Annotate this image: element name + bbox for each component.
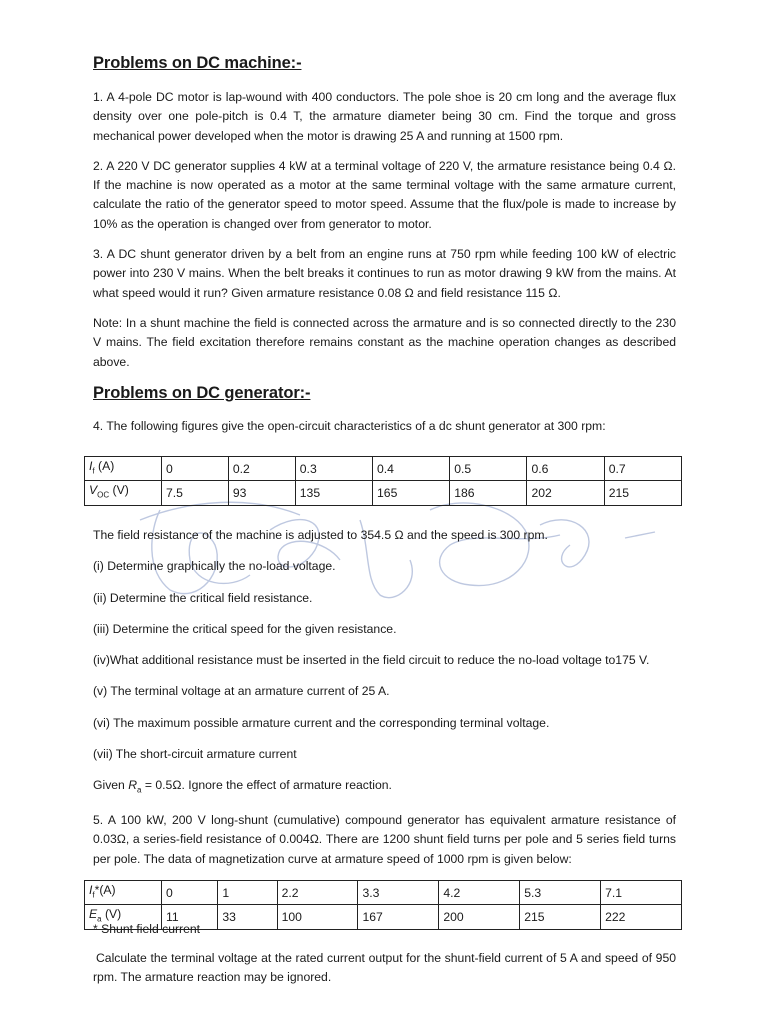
table-cell: 4.2 xyxy=(439,881,520,905)
table-cell: 186 xyxy=(450,481,527,505)
problem-2: 2. A 220 V DC generator supplies 4 kW at a terminal voltage of 220 V, the armature resistance being 0.4 Ω. If the machine is now operated as a motor at the same terminal voltage with the same armature current, calculate the ratio of the generator speed to motor speed. Assume that the flux/pole is made to increase by 10% as the operation is changed over from generator to motor. xyxy=(93,158,676,231)
problem-4-part-v: (v) The terminal voltage at an armature current of 25 A. xyxy=(93,684,390,699)
table-cell: 0.6 xyxy=(527,457,604,481)
table-cell: 11 xyxy=(162,905,218,929)
problem-1: 1. A 4-pole DC motor is lap-wound with 400 conductors. The pole shoe is 20 cm long and the average flux density over one pole-pitch is 0.4 T, the armature diameter being 30 cm. Find the torque and gross mechanical power developed when the motor is drawing 25 A and running at 1500 rpm. xyxy=(93,90,676,143)
table-cell: 215 xyxy=(604,481,681,505)
table-cell: 7.1 xyxy=(601,881,682,905)
table-cell: 7.5 xyxy=(162,481,229,505)
table-cell: 202 xyxy=(527,481,604,505)
table-footnote: * Shunt field current xyxy=(93,922,201,936)
problem-4-part-vii: (vii) The short-circuit armature current xyxy=(93,747,297,762)
table-cell: 100 xyxy=(277,905,358,929)
table-cell: 1 xyxy=(218,881,277,905)
table-cell: 33 xyxy=(218,905,277,929)
table-cell: 167 xyxy=(358,905,439,929)
problem-4-body xyxy=(93,526,676,869)
table-row xyxy=(85,481,682,505)
table-cell: 2.2 xyxy=(277,881,358,905)
table-cell: 3.3 xyxy=(358,881,439,905)
section-heading-dc-machine: Problems on DC machine:- xyxy=(93,54,302,72)
problem-5-intro: 5. A 100 kW, 200 V long-shunt (cumulative) compound generator has equivalent armature resistance of 0.03Ω, a series-field resistance of 0.004Ω. There are 1200 shunt field turns per pole and 5 series field turns per pole. The data of magnetization curve at armature speed of 1000 rpm is given below: xyxy=(93,813,676,866)
table-cell: 5.3 xyxy=(520,881,601,905)
table-cell: 165 xyxy=(373,481,450,505)
problem-4-intro: 4. The following figures give the open-circuit characteristics of a dc shunt generator at 300 rpm: xyxy=(93,418,606,433)
problem-4-part-ii: (ii) Determine the critical field resistance. xyxy=(93,590,313,605)
problem-3: 3. A DC shunt generator driven by a belt from an engine runs at 750 rpm while feeding 100 kW of electric power into 230 V mains. When the belt breaks it continues to run as motor drawing 9 kW from the mains. At what speed would it run? Given armature resistance 0.08 Ω and field resistance 115 Ω. xyxy=(93,247,676,300)
problem-3-note: Note: In a shunt machine the field is connected across the armature and is so connected directly to the 230 V mains. The field excitation therefore remains constant as the machine operation changes as described above. xyxy=(93,315,676,369)
problem-4-part-iii: (iii) Determine the critical speed for the given resistance. xyxy=(93,621,397,636)
table-cell: 215 xyxy=(520,905,601,929)
table-cell: 93 xyxy=(228,481,295,505)
table-cell: 0.3 xyxy=(295,457,372,481)
problem-4-part-i: (i) Determine graphically the no-load voltage. xyxy=(93,559,336,574)
table-cell: 0 xyxy=(162,457,229,481)
table-cell: 0.4 xyxy=(373,457,450,481)
table-cell: 200 xyxy=(439,905,520,929)
table-cell: 0 xyxy=(162,881,218,905)
table-cell: 0.2 xyxy=(228,457,295,481)
problem-5-question: Calculate the terminal voltage at the rated current output for the shunt-field current of 5 A and speed of 950 rpm. The armature reaction may be ignored. xyxy=(93,951,676,985)
problem-4-part-vi: (vi) The maximum possible armature current and the corresponding terminal voltage. xyxy=(93,715,550,730)
table-header-cell: $E_a$ (V) xyxy=(85,905,162,929)
table-cell: 0.5 xyxy=(450,457,527,481)
table-cell: 222 xyxy=(601,905,682,929)
problem-4-field-resistance: The field resistance of the machine is adjusted to 354.5 Ω and the speed is 300 rpm. xyxy=(93,528,548,542)
table-header-cell: $I_f*(A)$ xyxy=(85,881,162,905)
problem-4-given: Given $R_a = 0.5\Omega$. Ignore the effect of armature reaction. xyxy=(93,778,392,795)
section-heading-dc-generator: Problems on DC generator:- xyxy=(93,383,311,402)
problem-5-body xyxy=(93,920,676,988)
table-cell: 135 xyxy=(295,481,372,505)
occ-table xyxy=(84,456,682,506)
table-header-cell: $V_{OC}$ (V) xyxy=(85,481,162,505)
table-header-cell: $I_f$ (A) xyxy=(85,457,162,481)
document-page xyxy=(93,52,676,436)
problem-4-part-iv: (iv)What additional resistance must be inserted in the field circuit to reduce the no-load voltage to175 V. xyxy=(93,653,650,668)
table-row xyxy=(85,457,682,481)
table-cell: 0.7 xyxy=(604,457,681,481)
table-row xyxy=(85,881,682,905)
